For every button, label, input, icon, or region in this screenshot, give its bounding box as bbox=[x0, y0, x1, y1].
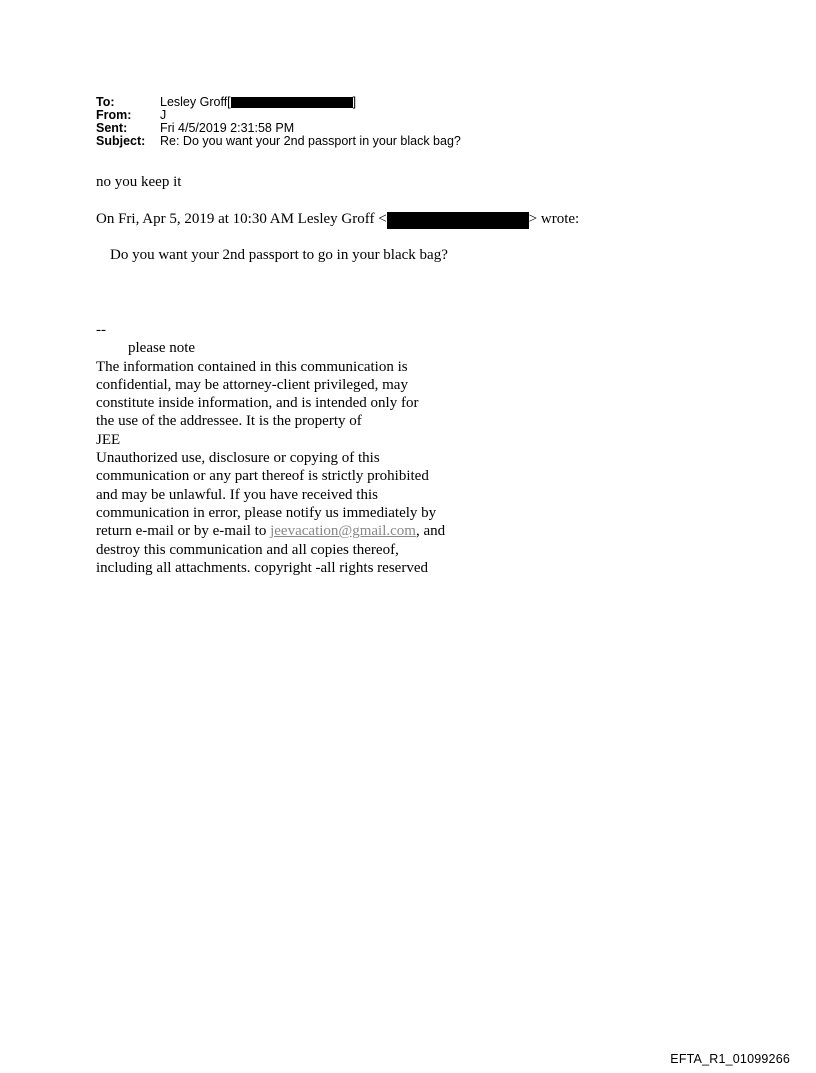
disclaimer-line: confidential, may be attorney-client privileged, may bbox=[96, 376, 408, 393]
to-row bbox=[96, 96, 461, 109]
to-label: To: bbox=[96, 95, 115, 109]
signature-block bbox=[96, 321, 445, 577]
to-name: Lesley Groff[ bbox=[160, 95, 231, 109]
quoted-message: Do you want your 2nd passport to go in your black bag? bbox=[110, 247, 448, 263]
signature-separator: -- bbox=[96, 322, 106, 338]
to-bracket: ] bbox=[352, 95, 357, 109]
email-link[interactable]: jeevacation@gmail.com bbox=[270, 523, 416, 540]
quote-intro-prefix: On Fri, Apr 5, 2019 at 10:30 AM Lesley Groff < bbox=[96, 211, 387, 227]
signature-note: please note bbox=[128, 340, 196, 357]
disclaimer-line: Unauthorized use, disclosure or copying of this bbox=[96, 450, 380, 467]
disclaimer-email-line bbox=[96, 522, 445, 540]
email-line-suffix: , and bbox=[415, 523, 446, 540]
quote-intro bbox=[96, 211, 579, 229]
disclaimer-line: the use of the addressee. It is the property of bbox=[96, 413, 362, 430]
quote-intro-suffix: > wrote: bbox=[528, 211, 580, 227]
disclaimer-line: destroy this communication and all copies thereof, bbox=[96, 541, 399, 558]
from-value: J bbox=[160, 108, 167, 122]
disclaimer-line: communication in error, please notify us immediately by bbox=[96, 504, 437, 521]
disclaimer-line: communication or any part thereof is strictly prohibited bbox=[96, 468, 429, 485]
subject-label: Subject: bbox=[96, 134, 146, 148]
from-label: From: bbox=[96, 108, 132, 122]
email-header bbox=[96, 96, 461, 148]
sent-value: Fri 4/5/2019 2:31:58 PM bbox=[160, 121, 295, 135]
document-id: EFTA_R1_01099266 bbox=[670, 1052, 790, 1066]
disclaimer-line: The information contained in this communication is bbox=[96, 358, 408, 375]
disclaimer-line: constitute inside information, and is intended only for bbox=[96, 395, 419, 412]
email-line-prefix: return e-mail or by e-mail to bbox=[96, 523, 271, 540]
reply-text: no you keep it bbox=[96, 174, 182, 190]
redaction-block bbox=[231, 97, 353, 108]
to-value bbox=[160, 96, 356, 109]
disclaimer-line: and may be unlawful. If you have received this bbox=[96, 486, 378, 503]
sent-label: Sent: bbox=[96, 121, 128, 135]
redaction-block bbox=[387, 212, 529, 229]
subject-value: Re: Do you want your 2nd passport in your black bag? bbox=[160, 134, 461, 148]
disclaimer-line: including all attachments. copyright -all rights reserved bbox=[96, 559, 428, 576]
subject-row bbox=[96, 135, 461, 148]
disclaimer-line: JEE bbox=[96, 431, 121, 448]
